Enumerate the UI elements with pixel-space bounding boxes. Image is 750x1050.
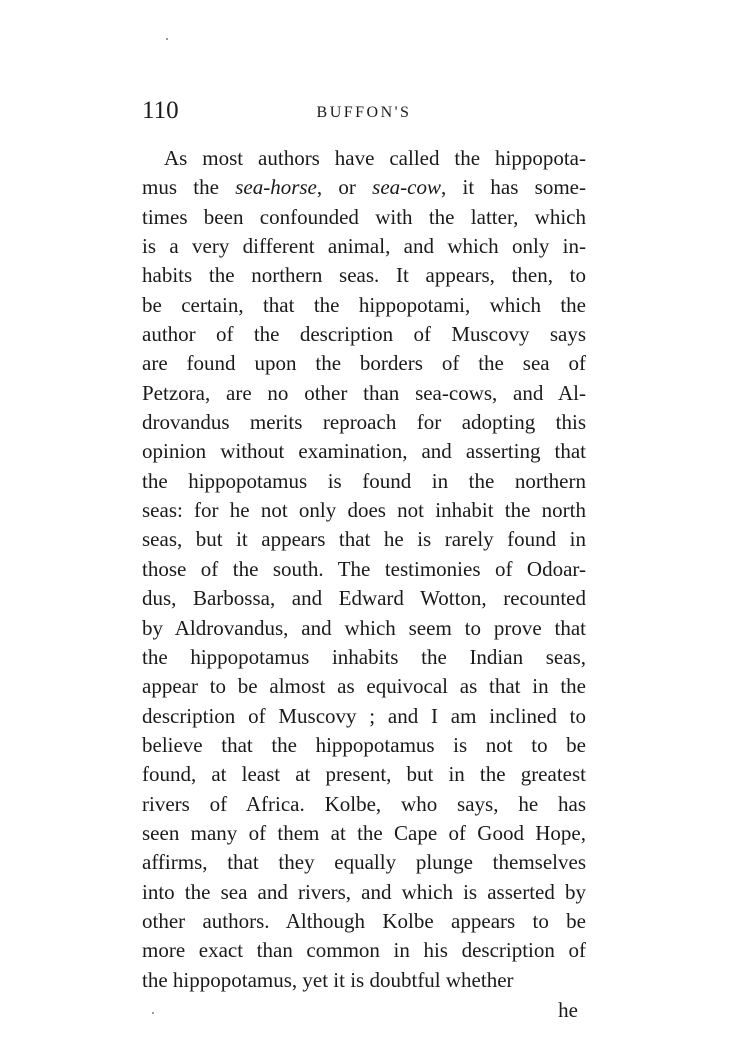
text-line: affirms, that they equally plunge themselves <box>142 850 586 875</box>
text-line: seas: for he not only does not inhabit the north <box>142 498 586 523</box>
text-line: those of the south. The testimonies of Odoar- <box>142 556 586 581</box>
text-line: author of the description of Muscovy says <box>142 322 586 347</box>
text-line: seen many of them at the Cape of Good Hope, <box>142 820 586 845</box>
paper-speck <box>152 1012 154 1014</box>
text-line: found, at least at present, but in the greatest <box>142 762 586 787</box>
body-text <box>142 144 586 995</box>
text-line: other authors. Although Kolbe appears to be <box>142 908 586 933</box>
running-head <box>142 96 586 126</box>
text-line: description of Muscovy ; and I am inclined to <box>142 703 586 728</box>
text-line: Petzora, are no other than sea-cows, and Al- <box>142 380 586 405</box>
text-line: mus the sea-horse, or sea-cow, it has some- <box>142 175 586 200</box>
running-title: BUFFON'S <box>316 104 412 121</box>
text-line: is a very different animal, and which only in- <box>142 234 586 259</box>
text-line: be certain, that the hippopotami, which the <box>142 292 586 317</box>
text-line: dus, Barbossa, and Edward Wotton, recounted <box>142 586 586 611</box>
text-line: appear to be almost as equivocal as that in the <box>142 674 586 699</box>
text-line: by Aldrovandus, and which seem to prove that <box>142 615 586 640</box>
text-line: the hippopotamus inhabits the Indian seas, <box>142 644 586 669</box>
text-line: seas, but it appears that he is rarely found in <box>142 527 586 552</box>
text-line: the hippopotamus, yet it is doubtful whether <box>142 967 514 992</box>
text-line: times been confounded with the latter, which <box>142 204 586 229</box>
page-number: 110 <box>142 97 179 124</box>
text-line: the hippopotamus is found in the northern <box>142 468 586 493</box>
text-line: habits the northern seas. It appears, then, to <box>142 263 586 288</box>
text-line: drovandus merits reproach for adopting this <box>142 410 586 435</box>
text-line: rivers of Africa. Kolbe, who says, he has <box>142 791 586 816</box>
paper-speck <box>166 38 168 40</box>
text-line: believe that the hippopotamus is not to be <box>142 732 586 757</box>
text-line: are found upon the borders of the sea of <box>142 351 586 376</box>
text-line: into the sea and rivers, and which is asserted by <box>142 879 586 904</box>
text-line: opinion without examination, and asserting that <box>142 439 586 464</box>
text-line: more exact than common in his description of <box>142 938 586 963</box>
catchword: he <box>558 998 578 1022</box>
text-line: As most authors have called the hippopota- <box>164 146 586 170</box>
